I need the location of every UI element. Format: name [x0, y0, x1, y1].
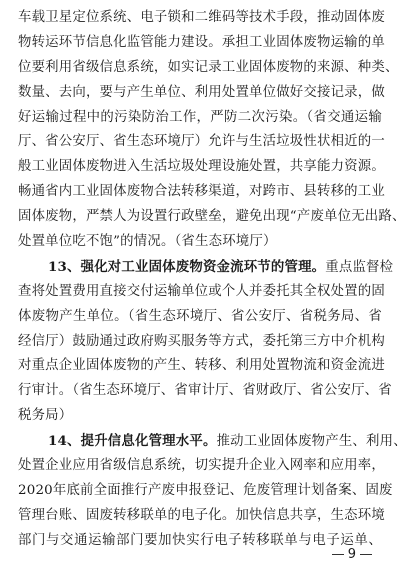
text-line: 物转运环节信息化监管能力建设。承担工业固体废物运输的单	[18, 34, 385, 50]
text-line: 查将处置费用直接交付运输单位或个人并委托其全权处置的固	[18, 283, 385, 299]
body-text	[18, 6, 407, 554]
section-body: 推动工业固体废物产生、利用、	[216, 434, 407, 450]
text-line: 处置企业应用省级信息系统，切实提升企业入网率和应用率，	[18, 458, 385, 474]
text-line: 车载卫星定位系统、电子锁和二维码等技术手段，推动固体废	[18, 10, 385, 25]
section-body: 重点监督检	[325, 259, 394, 275]
text-line: 管理台账、固废转移联单的电子化。加快信息共享，生态环境	[18, 507, 385, 523]
text-line: 税务局）	[18, 408, 73, 424]
text-line: 处置单位吃不饱”的情况。（省生态环境厅）	[18, 234, 277, 250]
text-line: 对重点企业固体废物的产生、转移、利用处置物流和资金流进	[18, 358, 385, 374]
text-line	[18, 429, 407, 454]
text-line: 般工业固体废物进入生活垃圾处理设施处置，共享能力资源。	[18, 159, 385, 175]
section-heading: 13、强化对工业固体废物资金流环节的管理。	[48, 258, 326, 275]
text-line: 畅通省内工业固体废物合法转移渠道，对跨市、县转移的工业	[18, 184, 385, 200]
text-line: 2020年底前全面推行产废申报登记、危废管理计划备案、固废	[18, 482, 393, 498]
text-line	[18, 255, 394, 280]
text-line: 行审计。（省生态环境厅、省审计厅、省财政厅、省公安厅、省	[18, 383, 392, 399]
text-line: 固体废物，严禁人为设置行政壁垒，避免出现“产废单位无出路、	[18, 209, 406, 225]
page-footer	[332, 547, 372, 562]
text-line: 部门与交通运输部门要加快实行电子转移联单与电子运单、	[18, 532, 382, 548]
section-heading: 14、提升信息化管理水平。	[48, 433, 217, 450]
text-line: 数量、去向，要与产生单位、利用处置单位做好交接记录，做	[18, 84, 385, 100]
footer-dash-right	[360, 554, 372, 555]
text-line: 厅、省公安厅、省生态环境厅）允许与生活垃圾性状相近的一	[18, 134, 385, 150]
text-line: 体废物产生单位。（省生态环境厅、省公安厅、省税务局、省	[18, 308, 382, 324]
text-line: 好运输过程中的污染防治工作，严防二次污染。（省交通运输	[18, 109, 382, 125]
page-number: 9	[347, 547, 356, 562]
text-line: 位要利用省级信息系统，如实记录工业固体废物的来源、种类、	[18, 59, 399, 75]
text-line: 经信厅）鼓励通过政府购买服务等方式，委托第三方中介机构	[18, 333, 385, 349]
footer-dash-left	[332, 554, 344, 555]
